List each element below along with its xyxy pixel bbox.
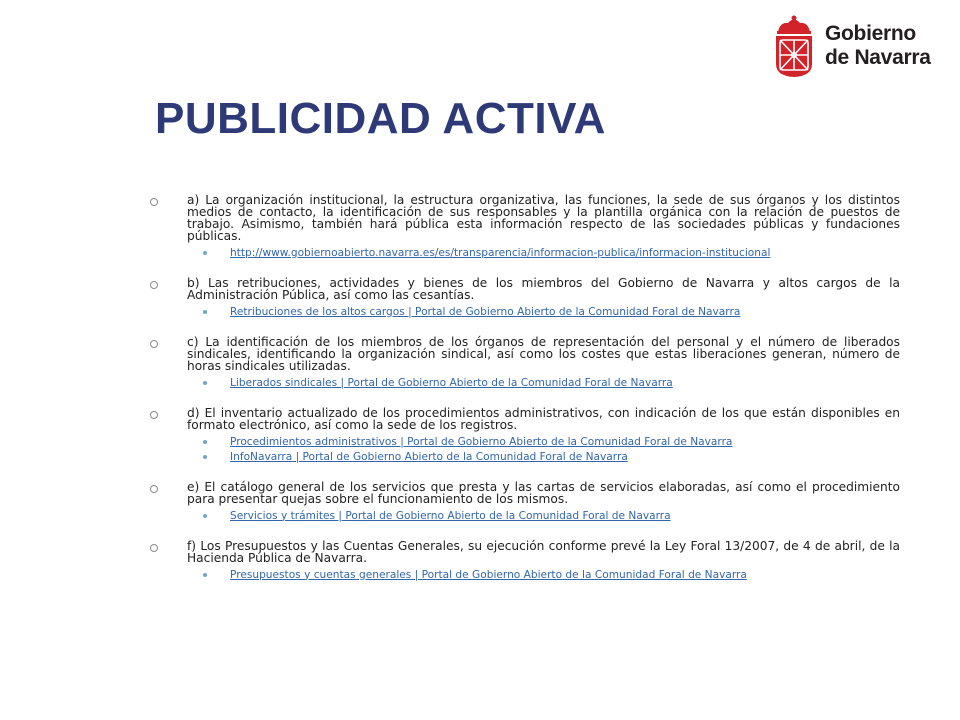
list-item-a xyxy=(150,194,900,260)
content-list xyxy=(150,194,900,599)
navarra-coat-of-arms-icon xyxy=(772,14,816,78)
item-text: e) El catálogo general de los servicios que presta y las cartas de servicios elaboradas, así como el procedimiento para presentar quejas sobre el funcionamiento de los mismos. xyxy=(187,480,900,506)
circle-bullet-icon xyxy=(150,281,158,289)
item-text: b) Las retribuciones, actividades y bienes de los miembros del Gobierno de Navarra y altos cargos de la Administración Pública, así como las cesantías. xyxy=(187,276,900,302)
link-procedimientos[interactable]: Procedimientos administrativos | Portal de Gobierno Abierto de la Comunidad Foral de Navarra xyxy=(230,435,733,448)
dot-bullet-icon xyxy=(203,440,207,444)
item-text: d) El inventario actualizado de los procedimientos administrativos, con indicación de los que están disponibles en formato electrónico, así como la sede de los registros. xyxy=(187,406,900,432)
list-item-b xyxy=(150,277,900,319)
circle-bullet-icon xyxy=(150,198,158,206)
logo-line-1: Gobierno xyxy=(825,22,916,45)
dot-bullet-icon xyxy=(203,310,207,314)
dot-bullet-icon xyxy=(203,251,207,255)
list-item-d xyxy=(150,407,900,464)
dot-bullet-icon xyxy=(203,514,207,518)
link-servicios-tramites[interactable]: Servicios y trámites | Portal de Gobierno Abierto de la Comunidad Foral de Navarra xyxy=(230,509,671,522)
circle-bullet-icon xyxy=(150,485,158,493)
item-text: a) La organización institucional, la estructura organizativa, las funciones, la sede de sus órganos y los distintos medios de contacto, la identificación de sus responsables y la plantilla orgánica con la relación de puestos de trabajo. Asimismo, también hará pública esta información respecto de las sociedades públicas y fundaciones públicas. xyxy=(187,193,900,243)
list-item-e xyxy=(150,481,900,523)
item-text: c) La identificación de los miembros de los órganos de representación del personal y el número de liberados sindicales, identificando la organización sindical, así como los costes que estas liberaciones generan, número de horas sindicales utilizadas. xyxy=(187,335,900,373)
list-item-c xyxy=(150,336,900,390)
dot-bullet-icon xyxy=(203,573,207,577)
circle-bullet-icon xyxy=(150,340,158,348)
link-presupuestos[interactable]: Presupuestos y cuentas generales | Portal de Gobierno Abierto de la Comunidad Foral de Navarra xyxy=(230,568,747,581)
item-text: f) Los Presupuestos y las Cuentas Generales, su ejecución conforme prevé la Ley Foral 13/2007, de 4 de abril, de la Hacienda Pública de Navarra. xyxy=(187,539,900,565)
link-retribuciones[interactable]: Retribuciones de los altos cargos | Portal de Gobierno Abierto de la Comunidad Foral de Navarra xyxy=(230,305,741,318)
dot-bullet-icon xyxy=(203,381,207,385)
circle-bullet-icon xyxy=(150,544,158,552)
link-infonavarra[interactable]: InfoNavarra | Portal de Gobierno Abierto de la Comunidad Foral de Navarra xyxy=(230,450,628,463)
logo-line-2: de Navarra xyxy=(825,46,931,69)
page-title: PUBLICIDAD ACTIVA xyxy=(155,94,606,143)
dot-bullet-icon xyxy=(203,455,207,459)
circle-bullet-icon xyxy=(150,411,158,419)
gobierno-de-navarra-logo xyxy=(772,14,931,78)
list-item-f xyxy=(150,540,900,582)
link-liberados-sindicales[interactable]: Liberados sindicales | Portal de Gobierno Abierto de la Comunidad Foral de Navarra xyxy=(230,376,673,389)
link-informacion-institucional[interactable]: http://www.gobiernoabierto.navarra.es/es/transparencia/informacion-publica/informacion-institucional xyxy=(230,246,771,259)
